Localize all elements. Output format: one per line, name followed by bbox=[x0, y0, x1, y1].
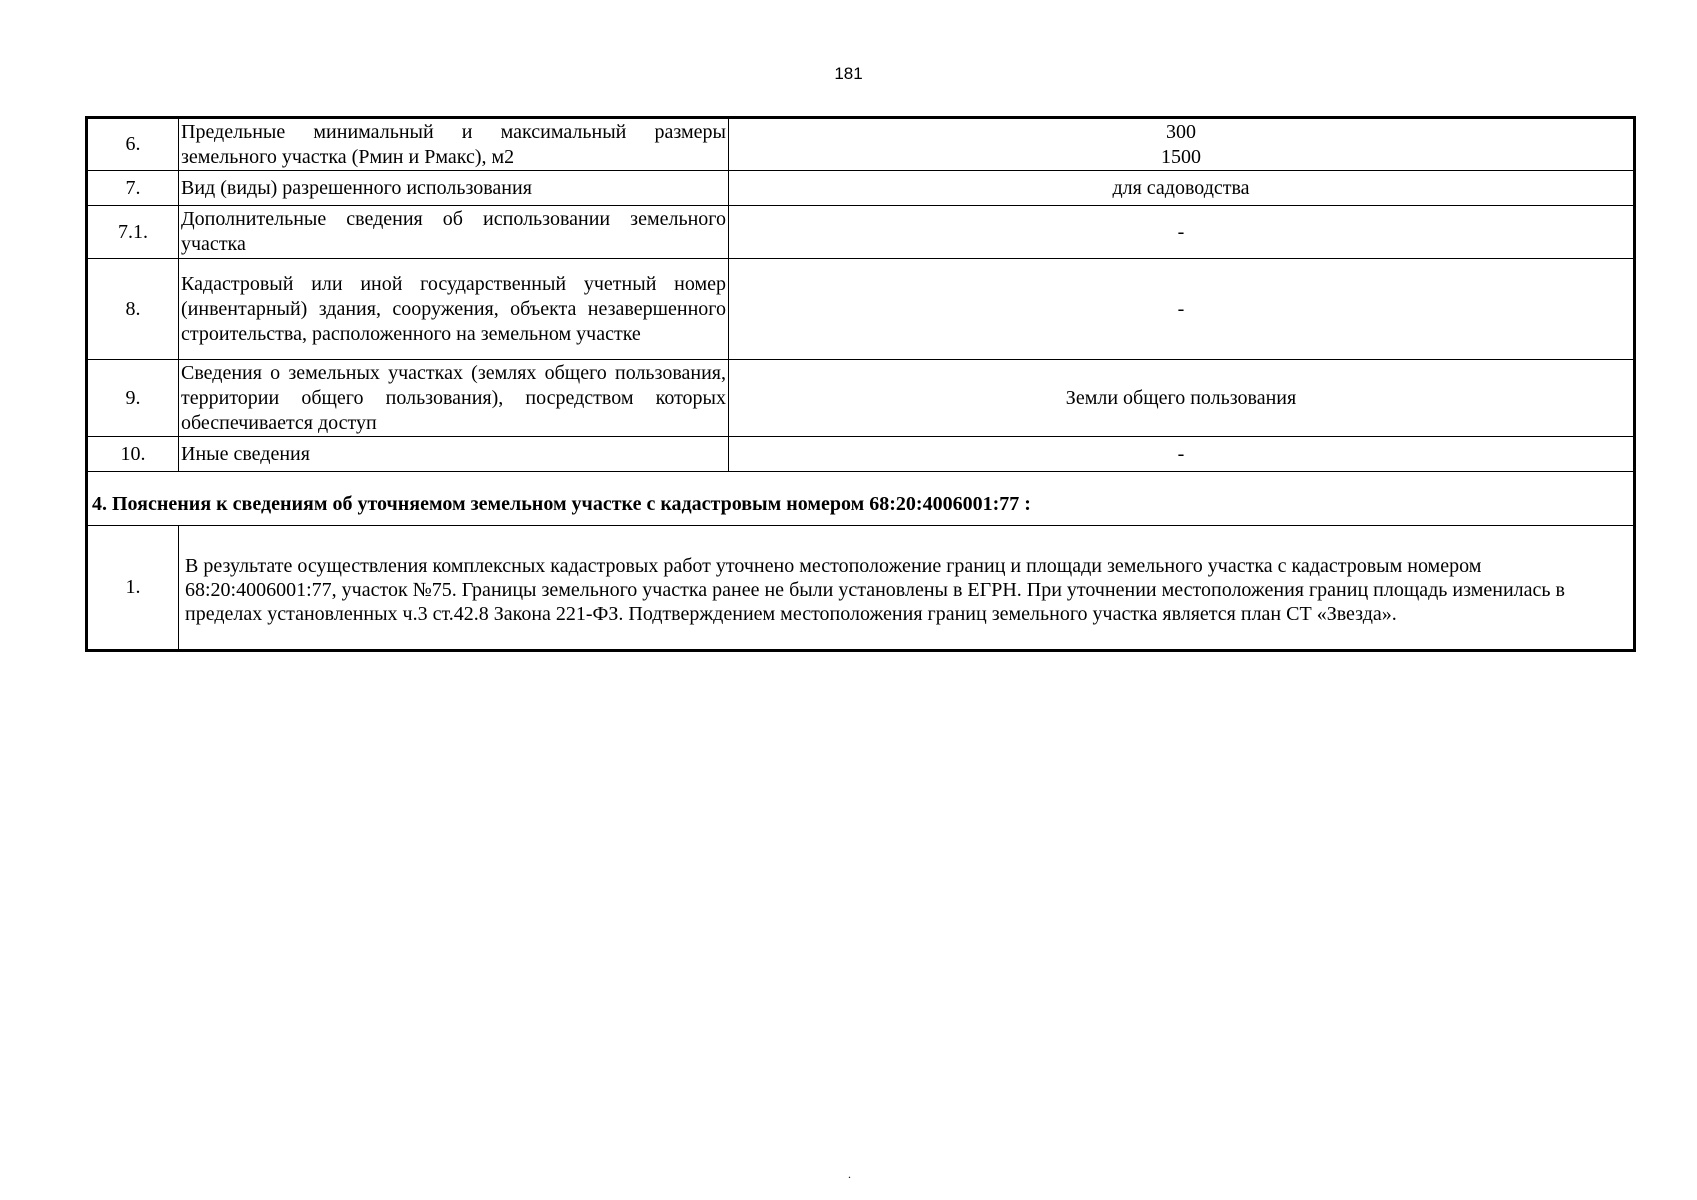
row-label: Иные сведения bbox=[179, 437, 729, 472]
row-number: 8. bbox=[87, 259, 179, 360]
table-row bbox=[87, 118, 1635, 171]
row-number: 6. bbox=[87, 118, 179, 171]
row-number: 1. bbox=[87, 526, 179, 651]
value-max: 1500 bbox=[1161, 145, 1201, 168]
footer-mark: . bbox=[848, 1167, 851, 1181]
row-label: Предельные минимальный и максимальный размеры земельного участка (Рмин и Рмакс), м2 bbox=[179, 118, 729, 171]
land-plot-info-table bbox=[85, 116, 1636, 652]
page-number: 181 bbox=[834, 64, 863, 83]
row-value: - bbox=[729, 206, 1635, 259]
table-row bbox=[87, 206, 1635, 259]
table-row bbox=[87, 526, 1635, 651]
row-value: Земли общего пользования bbox=[729, 360, 1635, 437]
section-title: 4. Пояснения к сведениям об уточняемом земельном участке с кадастровым номером 68:20:4006001:77 : bbox=[87, 472, 1635, 526]
row-number: 7.1. bbox=[87, 206, 179, 259]
row-number: 7. bbox=[87, 171, 179, 206]
value-min: 300 bbox=[1166, 120, 1196, 143]
row-value: для садоводства bbox=[729, 171, 1635, 206]
section-title-row bbox=[87, 472, 1635, 526]
row-label: Вид (виды) разрешенного использования bbox=[179, 171, 729, 206]
row-label: Дополнительные сведения об использовании земельного участка bbox=[179, 206, 729, 259]
row-label: Кадастровый или иной государственный учетный номер (инвентарный) здания, сооружения, объекта незавершенного строительства, расположенного на земельном участке bbox=[179, 259, 729, 360]
row-label: Сведения о земельных участках (землях общего пользования, территории общего пользования), посредством которых обеспечивается доступ bbox=[179, 360, 729, 437]
table-row bbox=[87, 437, 1635, 472]
row-value bbox=[729, 118, 1635, 171]
row-number: 9. bbox=[87, 360, 179, 437]
row-value: - bbox=[729, 437, 1635, 472]
row-value: - bbox=[729, 259, 1635, 360]
row-number: 10. bbox=[87, 437, 179, 472]
table-row bbox=[87, 259, 1635, 360]
table-row bbox=[87, 360, 1635, 437]
explanation-text: В результате осуществления комплексных кадастровых работ уточнено местоположение границ и площади земельного участка с кадастровым номером 68:20:4006001:77, участок №75. Границы земельного участка ранее не были установлены в ЕГРН. При уточнении местоположения границ площадь изменилась в пределах установленных ч.3 ст.42.8 Закона 221-ФЗ. Подтверждением местоположения границ земельного участка является план СТ «Звезда». bbox=[179, 526, 1635, 651]
table-row bbox=[87, 171, 1635, 206]
